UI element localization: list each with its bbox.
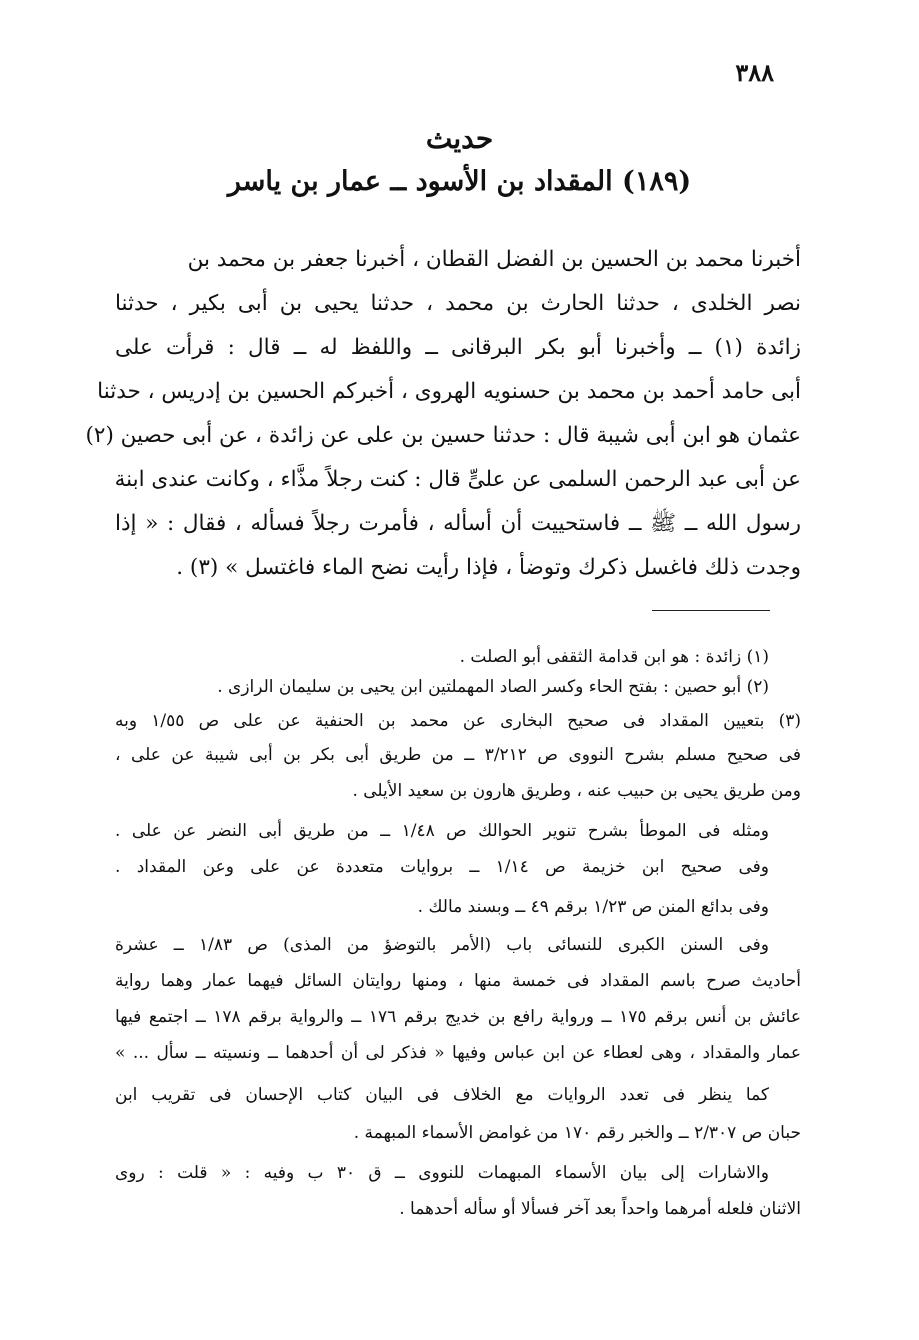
footnote-line: ومن طريق يحيى بن حبيب عنه ، وطريق هارون بن سعيد الأيلى .	[352, 781, 801, 801]
footnote-line: حبان ص ٢/٣٠٧ ــ والخبر رقم ١٧٠ من غوامض الأسماء المبهمة .	[353, 1123, 801, 1143]
hadith-heading: (١٨٩) المقداد بن الأسود ــ عمار بن ياسر	[227, 166, 692, 197]
footnote-line: (٢) أبو حصين : بفتح الحاء وكسر الصاد المهملتين ابن يحيى بن سليمان الرازى .	[217, 677, 769, 697]
footnote-line: وفى السنن الكبرى للنسائى باب (الأمر بالتوضؤ من المذى) ص ١/٨٣ ــ عشرة	[115, 935, 769, 955]
footnote-separator	[652, 610, 770, 611]
body-line: عن أبى عبد الرحمن السلمى عن علىٍّ قال : كنت رجلاً مذَّاء ، وكانت عندى ابنة	[114, 467, 801, 492]
section-title: حديث	[425, 122, 494, 155]
body-line: رسول الله ــ ﷺ ــ فاستحييت أن أسأله ، فأمرت رجلاً فسأله ، فقال : « إذا	[115, 511, 801, 536]
footnote-line: كما ينظر فى تعدد الروايات مع الخلاف فى البيان كتاب الإحسان فى تقريب ابن	[115, 1085, 769, 1105]
body-line: عثمان هو ابن أبى شيبة قال : حدثنا حسين بن على عن زائدة ، عن أبى حصين (٢)	[85, 423, 801, 448]
footnote-line: وفى صحيح ابن خزيمة ص ١/١٤ ــ بروايات متعددة عن على وعن المقداد .	[115, 857, 769, 877]
footnote-line: ومثله فى الموطأ بشرح تنوير الحوالك ص ١/٤٨ ــ من طريق أبى النضر عن على .	[115, 821, 770, 841]
page-number: ٣٨٨	[735, 58, 774, 87]
footnote-line: (٣) بتعيين المقداد فى صحيح البخارى عن محمد بن الحنفية عن على ص ١/٥٥ وبه	[115, 711, 801, 731]
footnote-line: أحاديث صرح باسم المقداد فى خمسة منها ، ومنها روايتان السائل فيهما عمار وهما رواية	[115, 971, 801, 991]
footnote-line: وفى بدائع المنن ص ١/٢٣ برقم ٤٩ ــ وبسند مالك .	[417, 897, 769, 917]
body-line: نصر الخلدى ، حدثنا الحارث بن محمد ، حدثنا يحيى بن أبى بكير ، حدثنا	[115, 291, 801, 316]
body-line: أبى حامد أحمد بن محمد بن حسنويه الهروى ، أخبركم الحسين بن إدريس ، حدثنا	[97, 379, 801, 404]
body-line: أخبرنا محمد بن الحسين بن الفضل القطان ، أخبرنا جعفر بن محمد بن	[187, 247, 801, 272]
body-line: زائدة (١) ــ وأخبرنا أبو بكر البرقانى ــ واللفظ له ــ قال : قرأت على	[115, 335, 801, 360]
footnote-line: (١) زائدة : هو ابن قدامة الثقفى أبو الصلت .	[459, 647, 769, 667]
footnote-line: عائش بن أنس برقم ١٧٥ ــ ورواية رافع بن خديج برقم ١٧٦ ــ والرواية برقم ١٧٨ ــ اجتمع فيها	[115, 1007, 801, 1027]
footnote-line: عمار والمقداد ، وهى لعطاء عن ابن عباس وفيها « فذكر لى أن أحدهما ــ ونسيته ــ سأل ... »	[115, 1043, 801, 1063]
body-line: وجدت ذلك فاغسل ذكرك وتوضأ ، فإذا رأيت نضح الماء فاغتسل » (٣) .	[176, 555, 801, 580]
footnote-line: فى صحيح مسلم بشرح النووى ص ٣/٢١٢ ــ من طريق أبى بكر بن أبى شيبة عن على ،	[115, 745, 801, 765]
footnote-line: الاثنان فلعله أمرهما واحداً بعد آخر فسألا أو سأله أحدهما .	[399, 1199, 801, 1219]
footnote-line: والاشارات إلى بيان الأسماء المبهمات للنووى ــ ق ٣٠ ب وفيه : « قلت : روى	[115, 1163, 769, 1183]
